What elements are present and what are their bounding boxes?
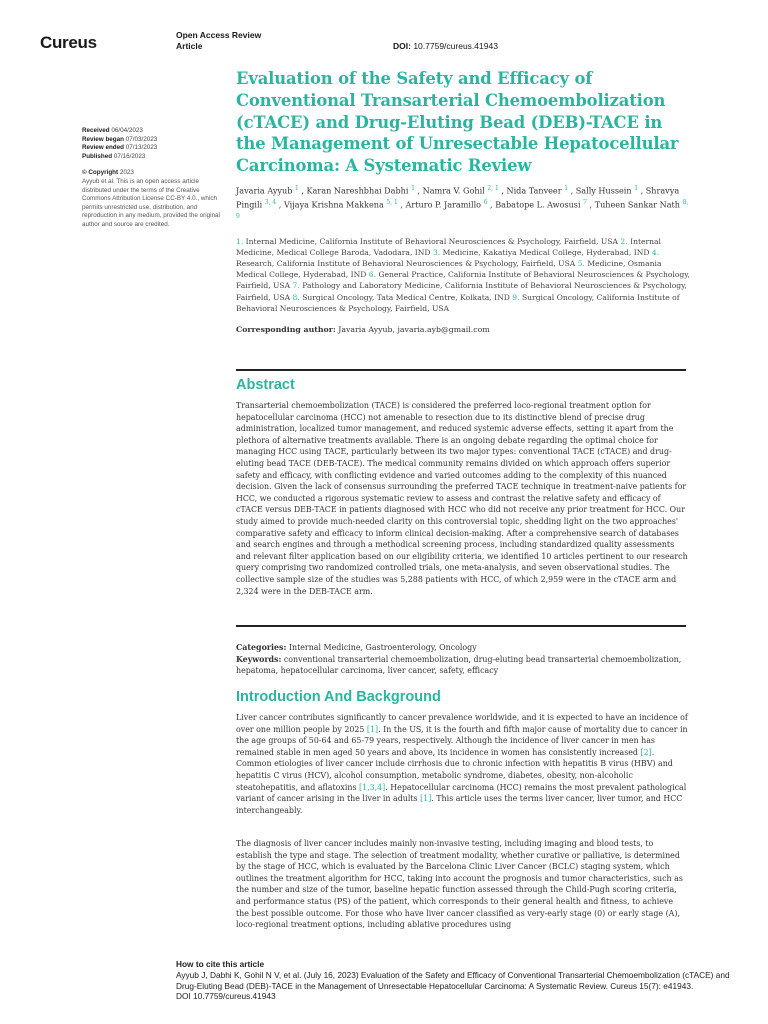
affiliation-text: General Practice, California Institute of Behavioral Neurosciences & Psychology, Fairfield, USA bbox=[236, 270, 690, 291]
abstract-bottom-rule bbox=[236, 625, 686, 627]
affiliation-text: Internal Medicine, Medical College Baroda, Vadodara, IND bbox=[236, 236, 661, 257]
article-header bbox=[236, 68, 690, 334]
citation-link[interactable]: [1,3,4] bbox=[359, 782, 386, 792]
article-type-line1: Open Access Review bbox=[176, 30, 262, 40]
categories-block bbox=[236, 642, 688, 677]
article-title: Evaluation of the Safety and Efficacy of Conventional Transarterial Chemoembolization (cTACE) and Drug-Eluting Bead (DEB)-TACE in the Management of Unresectable Hepatocellular Carcinoma: A Systematic Review bbox=[236, 69, 679, 176]
author-name[interactable]: Tuheen Sankar Nath bbox=[594, 199, 681, 210]
cite-heading: How to cite this article bbox=[176, 959, 265, 969]
intro-paragraph-1: Liver cancer contributes significantly to cancer prevalence worldwide, and it is expected to have an incidence of over one million people by 2025 [1]. In the US, it is the fourth and fifth major cause of mortality due to cancer in the age groups of 50-64 and 65-79 years, respectively. Although the incidence of liver cancer in men has remained stable in men aged 50 years and above, its incidence in women has consistently increased [2]. Common etiologies of liver cancer include cirrhosis due to chronic infection with hepatitis B virus (HBV) and hepatitis C virus (HCV), alcohol consumption, metabolic syndrome, diabetes, obesity, non-alcoholic steatohepatitis, and aflatoxins [1,3,4]. Hepatocellular carcinoma (HCC) remains the most prevalent pathological variant of cancer arising in the liver in adults [1]. This article uses the terms liver cancer, liver tumor, and HCC interchangeably. bbox=[236, 713, 688, 815]
author-name[interactable]: Karan Nareshbhai Dabhi bbox=[306, 185, 409, 196]
affiliation-number: 4. bbox=[651, 247, 660, 257]
affiliation-number: 6. bbox=[368, 270, 377, 280]
author-affiliation-ref[interactable]: 5, 1 bbox=[386, 199, 398, 207]
affiliation-number: 9. bbox=[512, 292, 520, 302]
article-type bbox=[176, 30, 261, 52]
corresponding-author: Corresponding author: Javaria Ayyub, javaria.ayb@gmail.com bbox=[236, 324, 490, 334]
author-name[interactable]: Vijaya Krishna Makkena bbox=[283, 199, 384, 210]
affiliation-text: Research, California Institute of Behavioral Neurosciences & Psychology, Fairfield, USA bbox=[236, 258, 576, 268]
affiliation-number: 1. bbox=[236, 236, 244, 246]
citation-link[interactable]: [1] bbox=[366, 724, 379, 734]
author-affiliation-ref[interactable]: 1 bbox=[634, 184, 639, 192]
copyright-row: © Copyright 2023 bbox=[82, 169, 134, 177]
author-name[interactable]: Javaria Ayyub bbox=[236, 185, 293, 196]
author-affiliation-ref[interactable]: 2, 1 bbox=[487, 184, 499, 192]
keywords-row: Keywords: conventional transarterial chemoembolization, drug-eluting bead transarterial chemoembolization, hepatoma, hepatocellular carcinoma, liver cancer, safety, efficacy bbox=[236, 654, 682, 676]
article-dates-sidebar bbox=[82, 127, 222, 230]
published-row: Published 07/16/2023 bbox=[82, 152, 146, 160]
abstract-heading: Abstract bbox=[236, 377, 295, 393]
author-affiliation-ref[interactable]: 1 bbox=[411, 184, 415, 192]
review-began-row: Review began 07/03/2023 bbox=[82, 135, 158, 143]
author-affiliation-ref[interactable]: 6 bbox=[483, 199, 488, 207]
author-affiliation-ref[interactable]: 3, 4 bbox=[264, 199, 277, 207]
review-ended-row: Review ended 07/13/2023 bbox=[82, 144, 158, 152]
affiliation-text: Internal Medicine, California Institute of Behavioral Neurosciences & Psychology, Fairfield, USA bbox=[245, 236, 618, 246]
affiliation-number: 5. bbox=[577, 258, 585, 268]
article-type-line2: Article bbox=[176, 41, 203, 51]
abstract-text: Transarterial chemoembolization (TACE) is considered the preferred loco-regional treatment option for hepatocellular carcinoma (HCC) not amenable to resection due to its distinctive blend of precise drug administration, localized tumor management, and reduced systemic adverse effects, setting it apart from the plethora of alternative treatments available. There is an ongoing debate regarding the optimal choice for managing HCC using TACE, particularly between its two major types: conventional TACE (cTACE) and drug-eluting bead TACE (DEB-TACE). The medical community remains divided on which approach offers superior safety and efficacy, with conflicting evidence and varied outcomes adding to the complexity of this nuanced decision. Given the lack of consensus surrounding the preferred TACE technique in treatment-naive patients for HCC, we conducted a rigorous systematic review to assess and contrast the relative safety and efficacy of cTACE versus DEB-TACE in patients diagnosed with HCC who did not receive any prior treatment for HCC. Our study aimed to provide much-needed clarity on this controversial topic, shedding light on the two approaches' comparative safety and efficacy to inform clinical decision-making. After a comprehensive search of databases and search engines and through a methodical screening process, including standardized quality assessments and relevant filter application based on our eligibility criteria, we identified 10 articles pertinent to our research query comprising two randomized controlled trials, one meta-analysis, and seven observational studies. The collective sample size of the studies was 5,288 patients with HCC, of which 2,959 were in the cTACE arm and 2,324 were in the DEB-TACE arm. bbox=[236, 401, 688, 596]
author-name[interactable]: Shravya Pingili bbox=[236, 185, 680, 210]
header-doi bbox=[393, 41, 498, 51]
author-name[interactable]: Sally Hussein bbox=[575, 185, 632, 196]
received-row: Received 06/04/2023 bbox=[82, 127, 143, 134]
cureus-logo[interactable]: Cureus bbox=[40, 33, 97, 52]
citation-link[interactable]: [2] bbox=[640, 747, 652, 757]
author-affiliation-ref[interactable]: 1 bbox=[294, 184, 299, 192]
affiliation-text: Surgical Oncology, California Institute of Behavioral Neurosciences & Psychology, Fairfield, USA bbox=[236, 292, 680, 313]
author-affiliation-ref[interactable]: 1 bbox=[564, 184, 569, 192]
citation-link[interactable]: [1] bbox=[420, 794, 432, 804]
author-affiliation-ref[interactable]: 7 bbox=[583, 199, 587, 207]
corresponding-email[interactable]: Javaria Ayyub, javaria.ayb@gmail.com bbox=[338, 324, 490, 334]
affiliation-text: Surgical Oncology, Tata Medical Centre, Kolkata, IND bbox=[302, 292, 510, 302]
license-text: Ayyub et al. This is an open access article distributed under the terms of the Creative Commons Attribution License CC-BY 4.0., which permits unrestricted use, distribution, and reproduction in any medium, provided the original author and source are credited. bbox=[82, 177, 220, 228]
categories-row: Categories: Internal Medicine, Gastroenterology, Oncology bbox=[236, 643, 477, 652]
affiliation-text: Pathology and Laboratory Medicine, California Institute of Behavioral Neurosciences & Psychology, Fairfield, USA bbox=[236, 281, 687, 302]
cite-doi[interactable]: DOI 10.7759/cureus.41943 bbox=[176, 991, 276, 1002]
affiliation-number: 2. bbox=[620, 236, 628, 246]
cite-text: Ayyub J, Dabhi K, Gohil N V, et al. (July 16, 2023) Evaluation of the Safety and Efficacy of Conventional Transarterial Chemoembolization (cTACE) and Drug-Eluting Bead (DEB)-TACE in the Management of Unresectable Hepatocellular Carcinoma: A Systematic Review. Cureus 15(7): e41943. bbox=[176, 969, 730, 991]
intro-heading: Introduction And Background bbox=[236, 689, 441, 705]
affiliation-text: Medicine, Kakatiya Medical College, Hyderabad, IND bbox=[442, 247, 650, 257]
author-name[interactable]: Babatope L. Awosusi bbox=[495, 199, 581, 210]
affiliation-number: 8. bbox=[292, 292, 300, 302]
author-name[interactable]: Namra V. Gohil bbox=[422, 185, 485, 196]
doi-label: DOI: bbox=[393, 41, 411, 51]
affiliation-number: 3. bbox=[432, 247, 441, 257]
citation-footer bbox=[176, 959, 736, 1002]
affiliation-list bbox=[236, 236, 690, 314]
intro-paragraph-2: The diagnosis of liver cancer includes mainly non-invasive testing, including imaging and blood tests, to establish the type and stage. The selection of treatment modality, whether curative or palliative, is determined by the stage of HCC, which is evaluated by the Barcelona Clinic Liver Cancer (BCLC) staging system, which outlines the treatment algorithm for HCC, taking into account the prognosis and tumor characteristics, such as the number and size of the tumor, baseline hepatic function assessed through the Child-Pugh scoring criteria, and performance status (PS) of the patient, which corresponds to their general health and fitness, to achieve the best possible outcome. For those who have liver cancer classified as very-early stage (0) or early stage (A), loco-regional treatment options, including ablative procedures using bbox=[236, 839, 683, 930]
author-name[interactable]: Nida Tanveer bbox=[506, 185, 562, 196]
affiliation-text: Medicine, Osmania Medical College, Hyderabad, IND bbox=[236, 258, 662, 280]
doi-value[interactable]: 10.7759/cureus.41943 bbox=[413, 41, 498, 51]
affiliation-number: 7. bbox=[292, 281, 300, 291]
author-affiliation-ref[interactable]: 8, 9 bbox=[236, 199, 689, 221]
abstract-top-rule bbox=[236, 369, 686, 371]
author-list: Javaria Ayyub $^1$ , Karan Nareshbhai Dabhi $^1$ , Namra V. Gohil $^{2, 1}$ , Nida Tanveer $^1$ , Sally Hussein $^1$ , Shravya Pingili $^{3, 4}$ , Vijaya Krishna Makkena $^{5, 1}$ , Arturo P. Jaramillo $^6$ , Babatope L. Awosusi $^7$ , Tuheen Sankar Nath $^{8, 9}$ bbox=[236, 184, 689, 221]
author-name[interactable]: Arturo P. Jaramillo bbox=[405, 199, 482, 210]
